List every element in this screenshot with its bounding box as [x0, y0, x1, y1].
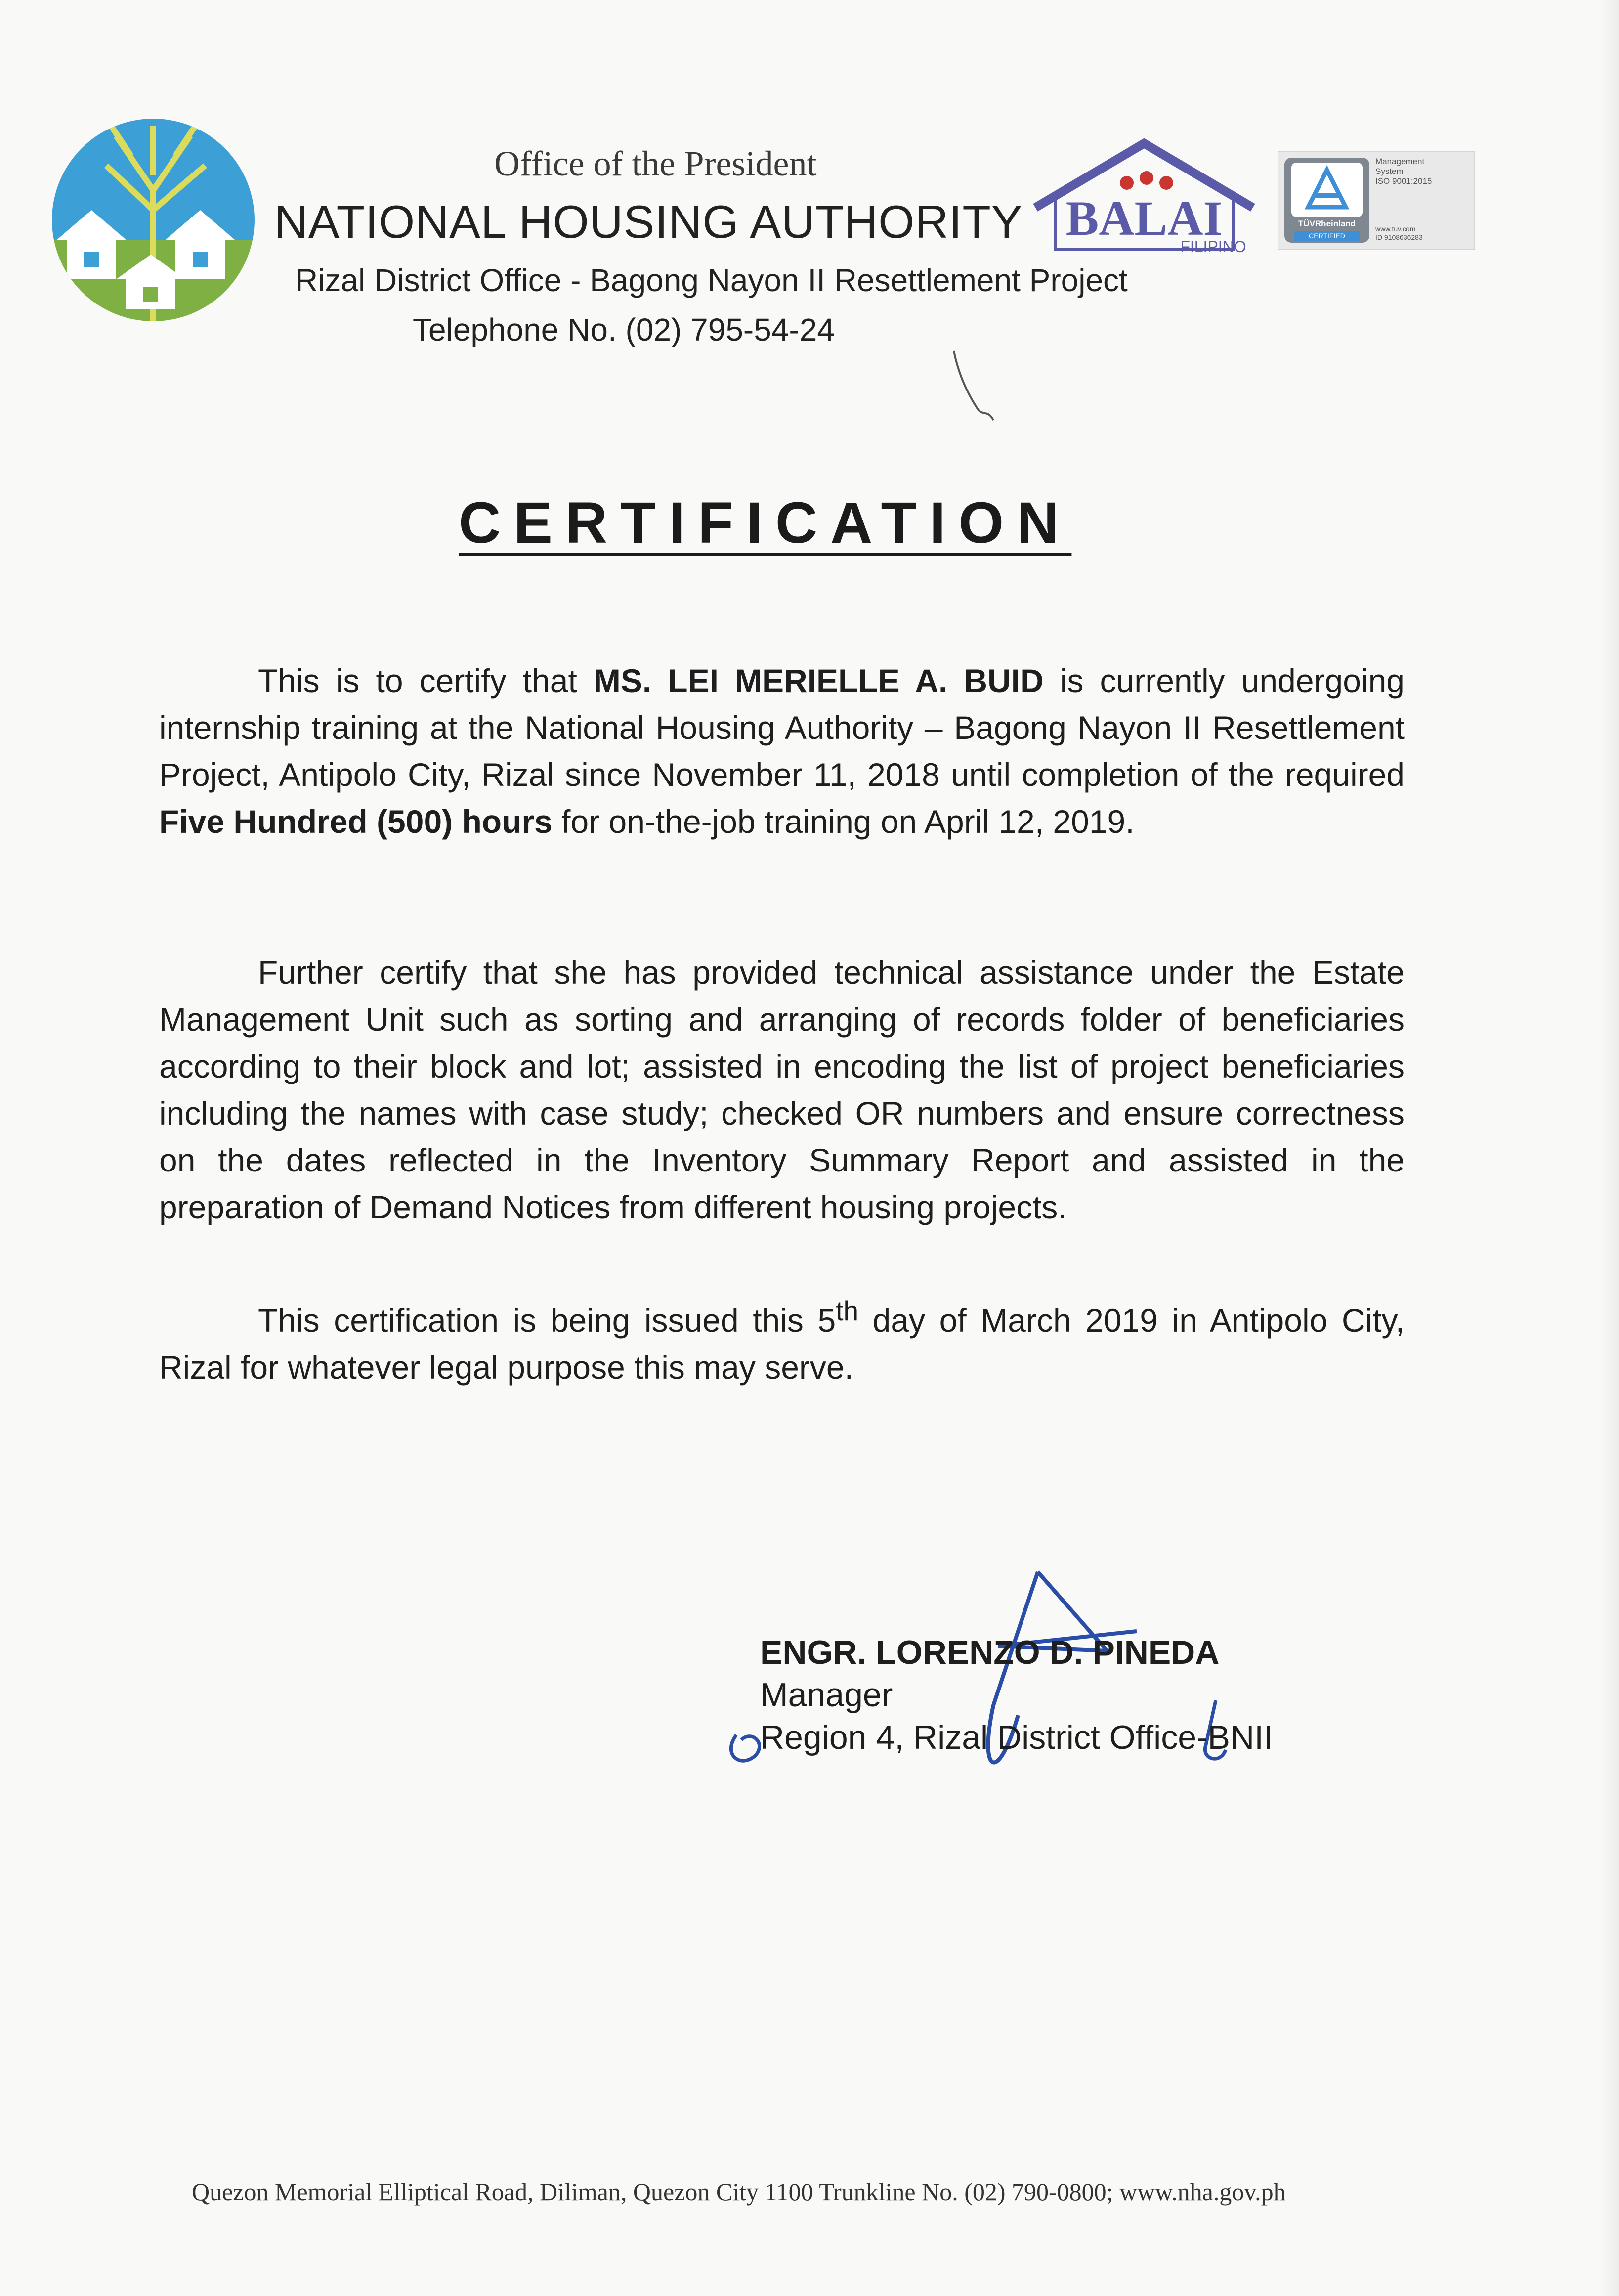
handwritten-mark-icon [949, 346, 1008, 430]
iso-certification-badge [1278, 151, 1475, 250]
footer-address: Quezon Memorial Elliptical Road, Diliman, Quezon City 1100 Trunkline No. (02) 790-0800; www.nha.gov.ph [192, 2178, 1286, 2206]
tuv-seal-icon [1284, 158, 1369, 243]
office-heading: Office of the President [494, 144, 817, 183]
telephone-line: Telephone No. (02) 795-54-24 [413, 312, 835, 347]
balai-filipino-logo-icon [1025, 133, 1263, 262]
paragraph-issuance: This certification is being issued this 5th day of March 2019 in Antipolo City, Rizal for whatever legal purpose this may serve. [159, 1296, 1405, 1386]
required-hours: Five Hundred (500) hours [159, 803, 553, 840]
tuv-certified: CERTIFIED [1294, 231, 1360, 241]
agency-heading: NATIONAL HOUSING AUTHORITY [274, 196, 1023, 248]
balai-word: BALAI [1065, 191, 1223, 246]
nha-logo-icon [47, 116, 259, 324]
paragraph-certify: This is to certify that MS. LEI MERIELLE A. BUID is currently undergoing internship training at the National Housing Authority – Bagong Nayon II Resettlement Project, Antipolo City, Rizal since November 11, 2018 until completion of the required Five Hundred (500) hours for on-the-job training on April 12, 2019. [159, 662, 1405, 840]
signatory-block [760, 1631, 1273, 1759]
document-title: CERTIFICATION [459, 490, 1072, 556]
balai-sub: FILIPINO [1180, 238, 1246, 256]
signatory-office: Region 4, Rizal District Office-BNII [760, 1719, 1273, 1756]
paper-edge [1599, 0, 1619, 2296]
iso-id-text: www.tuv.com ID 9108636283 [1375, 225, 1423, 241]
district-office-line: Rizal District Office - Bagong Nayon II Resettlement Project [295, 262, 1128, 298]
tuv-brand: TÜVRheinland [1298, 219, 1356, 228]
signatory-name: ENGR. LORENZO D. PINEDA [760, 1634, 1220, 1671]
intern-name: MS. LEI MERIELLE A. BUID [593, 662, 1044, 699]
signatory-position: Manager [760, 1676, 893, 1714]
iso-system-text: Management System ISO 9001:2015 [1375, 157, 1432, 186]
paragraph-duties: Further certify that she has provided technical assistance under the Estate Management Unit such as sorting and arranging of records folder of beneficiaries according to their block and lot; assisted in encoding the list of project beneficiaries including the names with case study; checked OR numbers and ensure correctness on the dates reflected in the Inventory Summary Report and assisted in the preparation of Demand Notices from different housing projects. [159, 954, 1405, 1225]
